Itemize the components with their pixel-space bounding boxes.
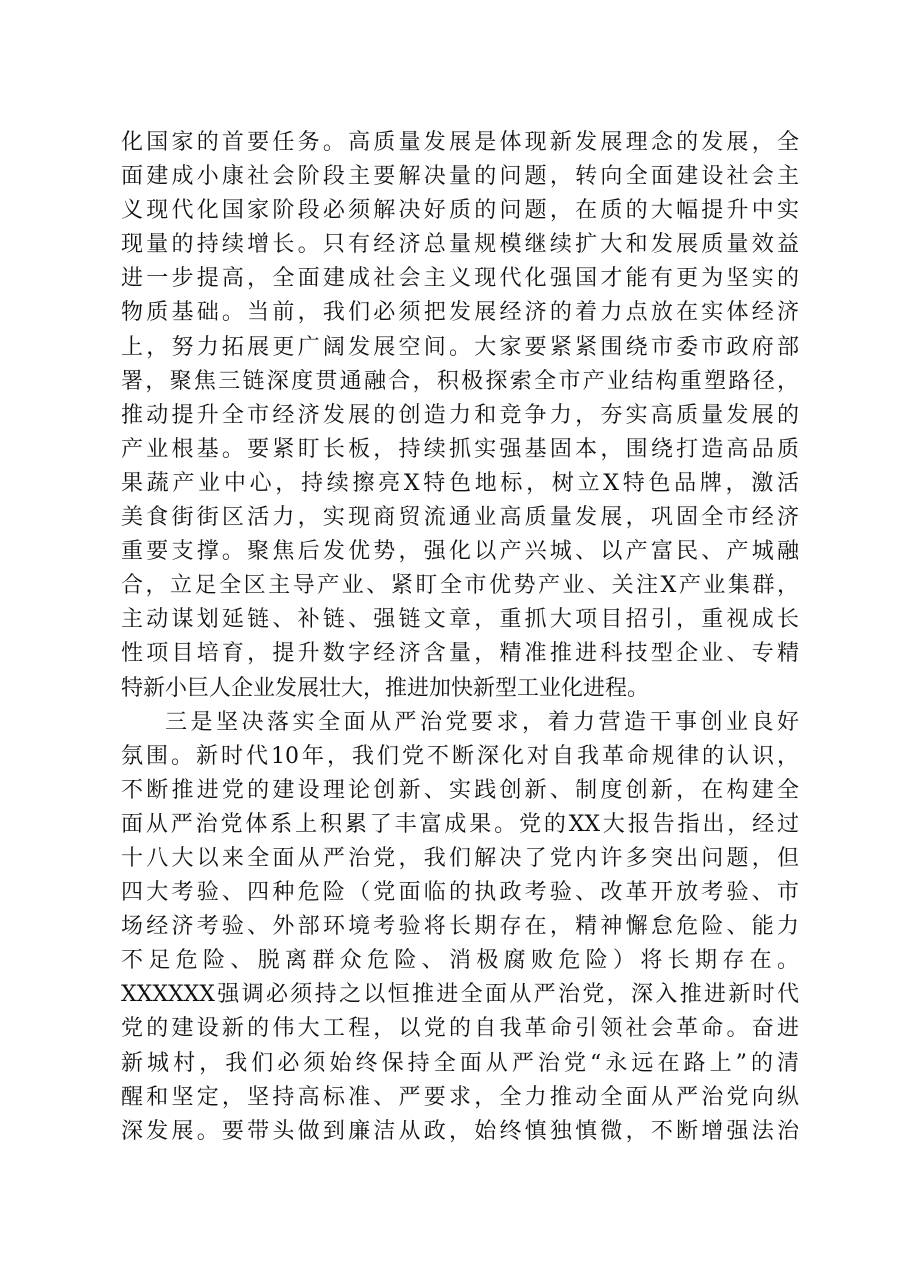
text-line: 面建成小康社会阶段主要解决量的问题，转向全面建设社会主 xyxy=(121,164,799,190)
text-line: 义现代化国家阶段必须解决好质的问题，在质的大幅提升中实 xyxy=(121,198,799,224)
text-line: 醒和坚定，坚持高标准、严要求，全力推动全面从严治党向纵 xyxy=(121,1084,799,1110)
text-line: 四大考验、四种危险（党面临的执政考验、改革开放考验、市 xyxy=(121,880,799,906)
text-line: 新城村，我们必须始终保持全面从严治党“永远在路上”的清 xyxy=(121,1050,799,1076)
text-line: 不断推进党的建设理论创新、实践创新、制度创新，在构建全 xyxy=(121,777,799,803)
text-line: 合，立足全区主导产业、紧盯全市优势产业、关注X产业集群， xyxy=(121,573,799,599)
text-line: 推动提升全市经济发展的创造力和竞争力，夯实高质量发展的 xyxy=(121,402,799,428)
text-line: 上，努力拓展更广阔发展空间。大家要紧紧围绕市委市政府部 xyxy=(121,334,799,360)
text-line: 果蔬产业中心，持续擦亮X特色地标，树立X特色品牌，激活 xyxy=(121,470,799,496)
text-line: 产业根基。要紧盯长板，持续抓实强基固本，围绕打造高品质 xyxy=(121,436,799,462)
paragraph-start-line: 三是坚决落实全面从严治党要求，着力营造干事创业良好 xyxy=(165,709,799,735)
text-line: 重要支撑。聚焦后发优势，强化以产兴城、以产富民、产城融 xyxy=(121,539,799,565)
text-line: 氛围。新时代10年，我们党不断深化对自我革命规律的认识， xyxy=(121,743,799,769)
text-line: 深发展。要带头做到廉洁从政，始终慎独慎微，不断增强法治 xyxy=(121,1118,799,1144)
text-line: 场经济考验、外部环境考验将长期存在，精神懈怠危险、能力 xyxy=(121,914,799,940)
text-line: XXXXXX强调必须持之以恒推进全面从严治党，深入推进新时代 xyxy=(121,982,799,1008)
text-line: 党的建设新的伟大工程，以党的自我革命引领社会革命。奋进 xyxy=(121,1016,799,1042)
text-line: 面从严治党体系上积累了丰富成果。党的XX大报告指出，经过 xyxy=(121,811,799,837)
text-line: 特新小巨人企业发展壮大，推进加快新型工业化进程。 xyxy=(121,675,650,701)
text-line: 署，聚焦三链深度贯通融合，积极探索全市产业结构重塑路径， xyxy=(121,368,799,394)
text-line: 化国家的首要任务。高质量发展是体现新发展理念的发展，全 xyxy=(121,130,799,155)
text-line: 物质基础。当前，我们必须把发展经济的着力点放在实体经济 xyxy=(121,300,799,326)
text-line: 现量的持续增长。只有经济总量规模继续扩大和发展质量效益 xyxy=(121,232,799,258)
text-line: 美食街街区活力，实现商贸流通业高质量发展，巩固全市经济 xyxy=(121,505,799,531)
document-body xyxy=(121,126,799,1149)
text-line: 进一步提高，全面建成社会主义现代化强国才能有更为坚实的 xyxy=(121,266,799,292)
text-line: 不足危险、脱离群众危险、消极腐败危险）将长期存在。 xyxy=(121,948,799,974)
text-line: 十八大以来全面从严治党，我们解决了党内许多突出问题，但 xyxy=(121,845,799,871)
text-line: 性项目培育，提升数字经济含量，精准推进科技型企业、专精 xyxy=(121,641,799,667)
text-line: 主动谋划延链、补链、强链文章，重抓大项目招引，重视成长 xyxy=(121,607,799,633)
